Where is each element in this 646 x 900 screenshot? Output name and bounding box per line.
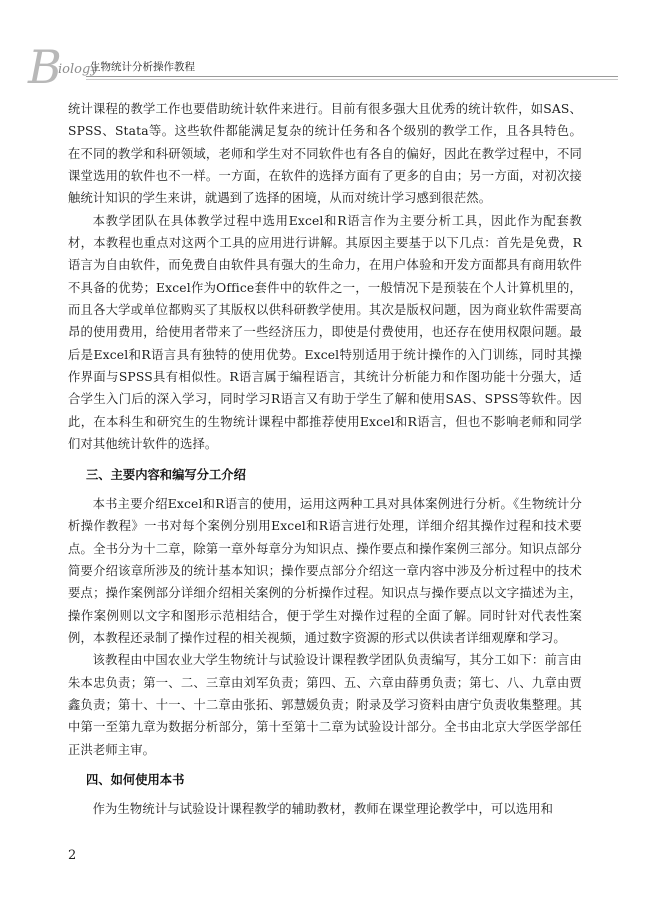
header-rule-thin <box>86 79 618 80</box>
page-body <box>68 98 582 821</box>
section-gap <box>68 791 582 798</box>
section-heading-content: 三、主要内容和编写分工介绍 <box>86 467 246 482</box>
paragraph-authorship: 该教程由中国农业大学生物统计与试验设计课程教学团队负责编写，其分工如下：前言由朱本忠负责；第一、二、三章由刘军负责；第四、五、六章由薛勇负责；第七、八、九章由贾鑫负责；第十、十一、十二章由张拓、郭慧媛负责；附录及学习资料由唐宁负责收集整理。其中第一至第九章为数据分析部分，第十至第十二章为试验设计部分。全书由北京大学医学部任正洪老师主审。 <box>68 653 582 757</box>
paragraph-software-overview: 统计课程的教学工作也要借助统计软件来进行。目前有很多强大且优秀的统计软件，如SAS、SPSS、Stata等。这些软件都能满足复杂的统计任务和各个级别的教学工作，且各具特色。在不同的教学和科研领域，老师和学生对不同软件也有各自的偏好，因此在教学过程中，不同课堂选用的软件也不一样。一方面，在软件的选择方面有了更多的自由；另一方面，对初次接触统计知识的学生来讲，就遇到了选择的困境，从而对统计学习感到很茫然。 <box>68 102 582 206</box>
running-title: 生物统计分析操作教程 <box>90 61 195 73</box>
page-number: 2 <box>68 848 77 863</box>
section-gap <box>68 456 582 464</box>
section-gap <box>68 761 582 769</box>
paragraph-tool-choice: 本教学团队在具体教学过程中选用Excel和R语言作为主要分析工具，因此作为配套教材，本教程也重点对这两个工具的应用进行讲解。其原因主要基于以下几点：首先是免费，R语言为自由软件，而免费自由软件具有强大的生命力，在用户体验和开发方面都具有商用软件不具备的优势；Excel作为Office套件中的软件之一，一般情况下是预装在个人计算机里的，而且各大学或单位都购买了其版权以供科研教学使用。其次是版权问题，因为商业软件需要高昂的使用费用，给使用者带来了一些经济压力，即使是付费使用，也还存在使用权限问题。最后是Excel和R语言具有独特的使用优势。Excel特别适用于统计操作的入门训练，同时其操作界面与SPSS具有相似性。R语言属于编程语言，其统计分析能力和作图功能十分强大，适合学生入门后的深入学习，同时学习R语言又有助于学生了解和使用SAS、SPSS等软件。因此，在本科生和研究生的生物统计课程中都推荐使用Excel和R语言，但也不影响老师和同学们对其他统计软件的选择。 <box>68 213 582 452</box>
section-gap <box>68 486 582 493</box>
running-header <box>28 40 618 94</box>
paragraph-book-content: 本书主要介绍Excel和R语言的使用，运用这两种工具对具体案例进行分析。《生物统计分析操作教程》一书对每个案例分别用Excel和R语言进行处理，详细介绍其操作过程和技术要点。全书分为十二章，除第一章外每章分为知识点、操作要点和操作案例三部分。知识点部分简要介绍该章所涉及的统计基本知识；操作要点部分介绍这一章内容中涉及分析过程中的技术要点；操作案例部分详细介绍相关案例的分析操作过程。知识点与操作要点以文字描述为主，操作案例则以文字和图形示范相结合，便于学生对操作过程的全面了解。同时针对代表性案例，本教程还录制了操作过程的相关视频，通过数字资源的形式以供读者详细观摩和学习。 <box>68 496 582 645</box>
biology-logo-text: iology <box>58 62 98 77</box>
section-heading-usage: 四、如何使用本书 <box>86 772 185 787</box>
paragraph-usage: 作为生物统计与试验设计课程教学的辅助教材，教师在课堂理论教学中，可以选用和 <box>92 802 554 817</box>
biology-logo-initial: B <box>28 40 60 94</box>
header-rule <box>86 76 618 77</box>
